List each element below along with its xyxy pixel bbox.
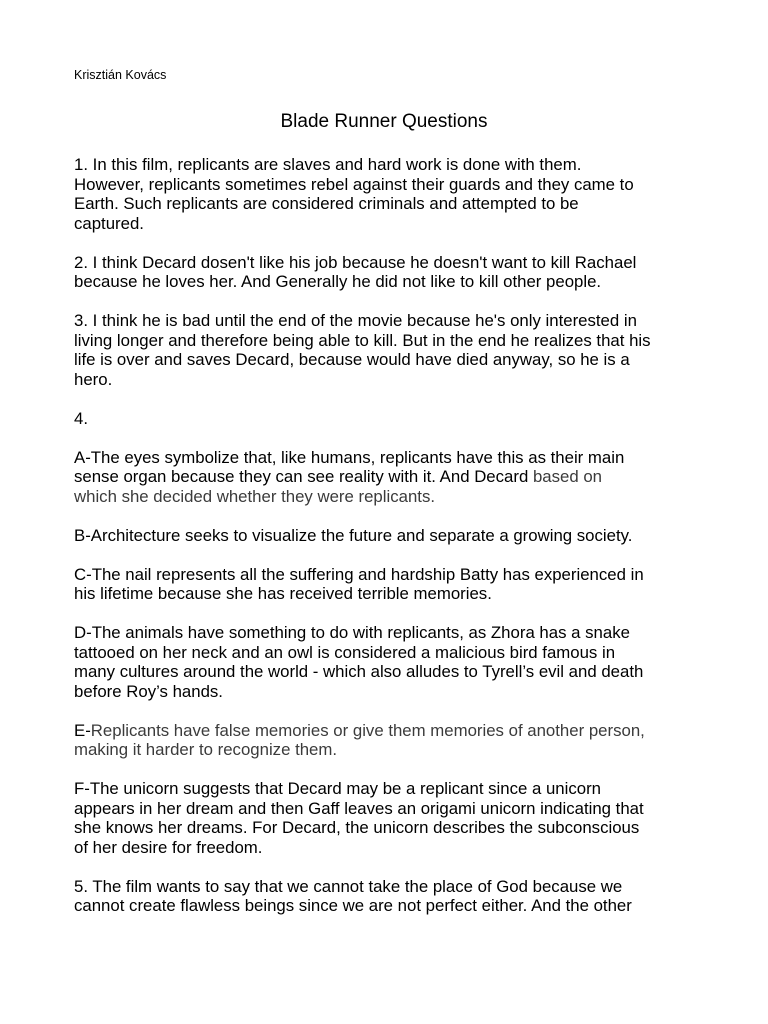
answer-4e — [74, 721, 704, 760]
text-line: his lifetime because she has received terrible memories. — [74, 584, 492, 603]
text-line: appears in her dream and then Gaff leaves an origami unicorn indicating that — [74, 798, 644, 818]
text-segment: E- — [74, 720, 91, 740]
text-line-muted: making it harder to recognize them. — [74, 740, 338, 759]
text-line — [74, 467, 704, 487]
text-line: F-The unicorn suggests that Decard may be a replicant since a unicorn — [74, 779, 602, 798]
answer-5 — [74, 877, 704, 916]
document-title: Blade Runner Questions — [280, 111, 488, 132]
text-segment-muted: based on — [532, 467, 603, 486]
answer-4a — [74, 448, 704, 507]
text-line: However, replicants sometimes rebel against their guards and they came to — [74, 174, 634, 194]
answer-4f — [74, 779, 704, 857]
text-segment-muted: Replicants have false memories or give them memories of another person, — [90, 720, 645, 740]
text-line: B-Architecture seeks to visualize the future and separate a growing society. — [74, 525, 633, 545]
text-segment: sense organ because they can see reality with it. And Decard — [74, 467, 533, 486]
text-line: cannot create flawless beings since we are not perfect either. And the other — [74, 896, 632, 915]
text-line: 3. I think he is bad until the end of the movie because he's only interested in — [74, 311, 637, 330]
text-line: A-The eyes symbolize that, like humans, replicants have this as their main — [74, 447, 625, 467]
text-line — [74, 721, 704, 741]
text-line: hero. — [74, 369, 113, 389]
answer-4d — [74, 623, 704, 701]
text-line: D-The animals have something to do with replicants, as Zhora has a snake — [74, 623, 630, 642]
text-line: life is over and saves Decard, because would have died anyway, so he is a — [74, 350, 630, 369]
text-line: 4. — [74, 408, 88, 428]
answer-4-heading — [74, 409, 704, 429]
answer-3 — [74, 311, 704, 389]
text-line: captured. — [74, 213, 144, 233]
text-line: living longer and therefore being able to kill. But in the end he realizes that his — [74, 330, 651, 350]
text-line: many cultures around the world - which also alludes to Tyrell’s evil and death — [74, 662, 644, 681]
text-line: 2. I think Decard dosen't like his job because he doesn't want to kill Rachael — [74, 252, 637, 272]
text-line: of her desire for freedom. — [74, 837, 263, 857]
text-line: C-The nail represents all the suffering and hardship Batty has experienced in — [74, 564, 644, 584]
text-line: she knows her dreams. For Decard, the unicorn describes the subconscious — [74, 818, 640, 837]
answer-1 — [74, 155, 704, 233]
answer-4b — [74, 526, 704, 546]
answer-4c — [74, 565, 704, 604]
text-line: because he loves her. And Generally he did not like to kill other people. — [74, 272, 602, 291]
text-line: Earth. Such replicants are considered criminals and attempted to be — [74, 194, 579, 213]
answer-2 — [74, 253, 704, 292]
document-body — [74, 155, 704, 935]
text-line: 5. The film wants to say that we cannot take the place of God because we — [74, 876, 623, 896]
text-line: tattooed on her neck and an owl is considered a malicious bird famous in — [74, 642, 616, 662]
text-line-muted: which she decided whether they were replicants. — [74, 486, 435, 506]
author-name: Krisztián Kovács — [74, 68, 167, 82]
text-line: before Roy’s hands. — [74, 681, 223, 701]
text-line: 1. In this film, replicants are slaves and hard work is done with them. — [74, 155, 582, 174]
